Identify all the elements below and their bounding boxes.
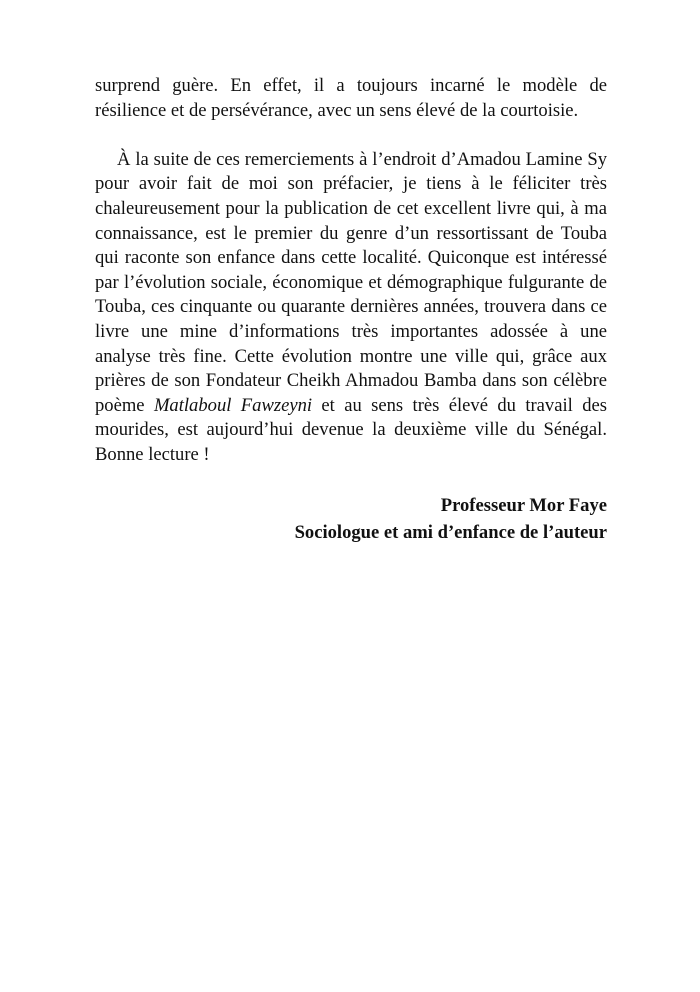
paragraph-continuation: surprend guère. En effet, il a toujours incarné le modèle de résilience et de persévérance, avec un sens élevé de la courtoisie. bbox=[95, 75, 607, 121]
paragraph-preface bbox=[95, 148, 607, 468]
author-name: Professeur Mor Faye bbox=[440, 494, 607, 516]
author-role: Sociologue et ami d’enfance de l’auteur bbox=[294, 521, 607, 543]
signature-block bbox=[95, 492, 607, 546]
poem-title: Matlaboul Fawzeyni bbox=[153, 394, 313, 416]
document-page bbox=[95, 74, 607, 546]
paragraph-preface-text-end: et au sens très élevé du travail des mourides, est aujourd’hui devenue la deuxième ville du Sénégal. Bonne lecture ! bbox=[95, 394, 607, 465]
paragraph-preface-text-start: À la suite de ces remerciements à l’endroit d’Amadou Lamine Sy pour avoir fait de moi son préfacier, je tiens à le féliciter très chaleureusement pour la publication de cet excellent livre qui, à ma connaissance, est le premier du genre d’un ressortissant de Touba qui raconte son enfance dans cette localité. Quiconque est intéressé par l’évolution sociale, économique et démographique fulgurante de Touba, ces cinquante ou quarante dernières années, trouvera dans ce livre une mine d’informations très importantes adossée à une analyse très fine. Cette évolution montre une ville qui, grâce aux prières de son Fondateur Cheikh Ahmadou Bamba dans son célèbre poème bbox=[95, 148, 607, 416]
